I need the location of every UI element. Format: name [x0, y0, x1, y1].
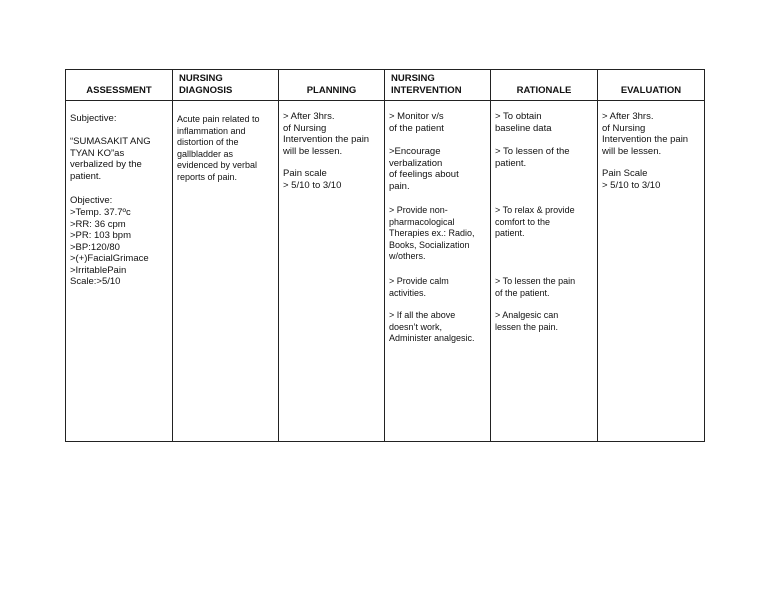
objective-findings: >Temp. 37.7ºc >RR: 36 cpm >PR: 103 bpm >BP:120/80 >(+)FacialGrimace >IrritablePain Scale:>5/10 [70, 207, 149, 287]
diagnosis-text: Acute pain related to inflammation and distortion of the gallbladder as evidenced by verbal reports of pain. [177, 114, 260, 182]
header-nursing-intervention: NURSING INTERVENTION [385, 70, 491, 101]
planning-pain-scale: Pain scale > 5/10 to 3/10 [283, 168, 342, 191]
rationale-item: > To obtain baseline data [495, 111, 552, 134]
intervention-item: > Provide non- pharmacological Therapies ex.: Radio, Books, Socialization w/others. [389, 205, 475, 261]
rationale-cell [491, 101, 598, 442]
assessment-cell [66, 101, 173, 442]
subjective-text: “SUMASAKIT ANG TYAN KO”as verbalized by the patient. [70, 136, 151, 182]
header-assessment: ASSESSMENT [66, 70, 173, 101]
rationale-item: > To lessen the pain of the patient. [495, 276, 576, 298]
evaluation-pain-scale: Pain Scale > 5/10 to 3/10 [602, 168, 661, 191]
subjective-label: Subjective: [70, 113, 117, 124]
intervention-item: >Encourage verbalization of feelings about pain. [389, 146, 459, 192]
intervention-item: > Provide calm activities. [389, 276, 449, 298]
evaluation-cell [598, 101, 705, 442]
rationale-item: > To lessen of the patient. [495, 146, 570, 169]
rationale-item: > Analgesic can lessen the pain. [495, 310, 559, 332]
diagnosis-cell [173, 101, 279, 442]
content-row [66, 101, 705, 442]
header-row [66, 70, 705, 101]
rationale-item: > To relax & provide comfort to the patient. [495, 205, 575, 238]
intervention-item: > Monitor v/s of the patient [389, 111, 444, 134]
planning-cell [279, 101, 385, 442]
header-rationale: RATIONALE [491, 70, 598, 101]
planning-goal: > After 3hrs. of Nursing Intervention the pain will be lessen. [283, 111, 370, 157]
header-planning: PLANNING [279, 70, 385, 101]
header-nursing-diagnosis: NURSING DIAGNOSIS [173, 70, 279, 101]
nursing-care-plan-table [65, 69, 705, 442]
evaluation-goal: > After 3hrs. of Nursing Intervention the pain will be lessen. [602, 111, 689, 157]
header-evaluation: EVALUATION [598, 70, 705, 101]
intervention-cell [385, 101, 491, 442]
objective-label: Objective: [70, 195, 113, 206]
intervention-item: > If all the above doesn’t work, Administer analgesic. [389, 310, 475, 343]
